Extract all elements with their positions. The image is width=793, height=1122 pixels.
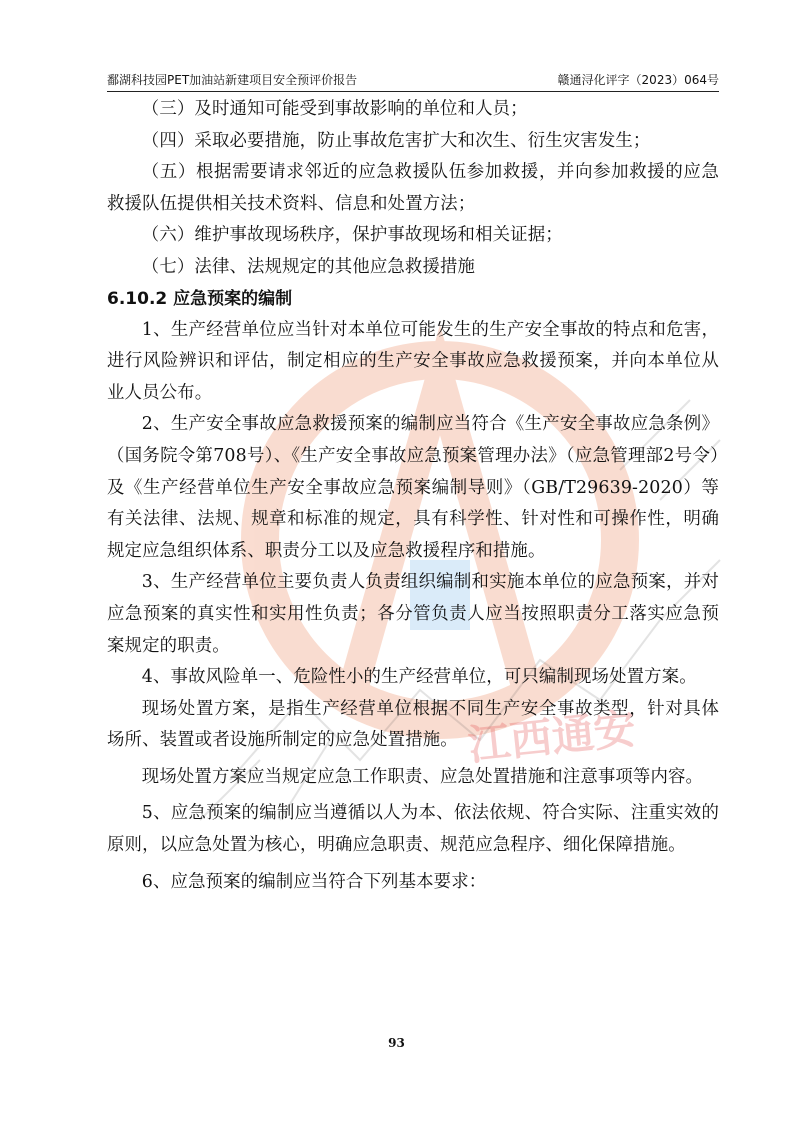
paragraph: 3、生产经营单位主要负责人负责组织编制和实施本单位的应急预案，并对应急预案的真实性和实用性负责；各分管负责人应当按照职责分工落实应急预案规定的职责。 — [107, 572, 719, 656]
page-number: 93 — [388, 1036, 405, 1050]
paragraph: 6、应急预案的编制应当符合下列基本要求： — [141, 871, 487, 892]
paragraph: 5、应急预案的编制应当遵循以人为本、依法依规、符合实际、注重实效的原则，以应急处置为核心，明确应急职责、规范应急程序、细化保障措施。 — [107, 803, 719, 856]
paragraph: （五）根据需要请求邻近的应急救援队伍参加救援，并向参加救援的应急救援队伍提供相关技术资料、信息和处置方法； — [107, 162, 719, 214]
paragraph: （四）采取必要措施，防止事故危害扩大和次生、衍生灾害发生； — [141, 130, 651, 151]
header-report-number: 赣通浔化评字（2023）064号 — [557, 73, 719, 87]
paragraph: （三）及时通知可能受到事故影响的单位和人员； — [141, 99, 528, 119]
section-heading: 6.10.2 应急预案的编制 — [107, 288, 293, 309]
paragraph: 现场处置方案，是指生产经营单位根据不同生产安全事故类型，针对具体场所、装置或者设施所制定的应急处置措施。 — [107, 698, 719, 751]
paragraph: 现场处置方案应当规定应急工作职责、应急处置措施和注意事项等内容。 — [141, 766, 704, 787]
page-content — [107, 94, 719, 898]
paragraph: （七）法律、法规规定的其他应急救援措施 — [141, 256, 476, 277]
paragraph: 1、生产经营单位应当针对本单位可能发生的生产安全事故的特点和危害，进行风险辨识和评估，制定相应的生产安全事故应急救援预案，并向本单位从业人员公布。 — [107, 319, 719, 403]
paragraph: 4、事故风险单一、危险性小的生产经营单位，可只编制现场处置方案。 — [141, 667, 697, 688]
paragraph: 2、生产安全事故应急救援预案的编制应当符合《生产安全事故应急条例》（国务院令第708号）、《生产安全事故应急预案管理办法》（应急管理部2号令）及《生产经营单位生产安全事故应急预案编制导则》（GB/T29639-2020）等有关法律、法规、规章和标准的规定，具有科学性、针对性和可操作性，明确规定应急组织体系、职责分工以及应急救援程序和措施。 — [107, 414, 719, 561]
header-report-title: 鄱湖科技园PET加油站新建项目安全预评价报告 — [107, 73, 358, 87]
paragraph: （六）维护事故现场秩序，保护事故现场和相关证据； — [141, 225, 563, 246]
page-header — [107, 66, 719, 92]
watermark-text: 江西通安 — [465, 703, 639, 770]
